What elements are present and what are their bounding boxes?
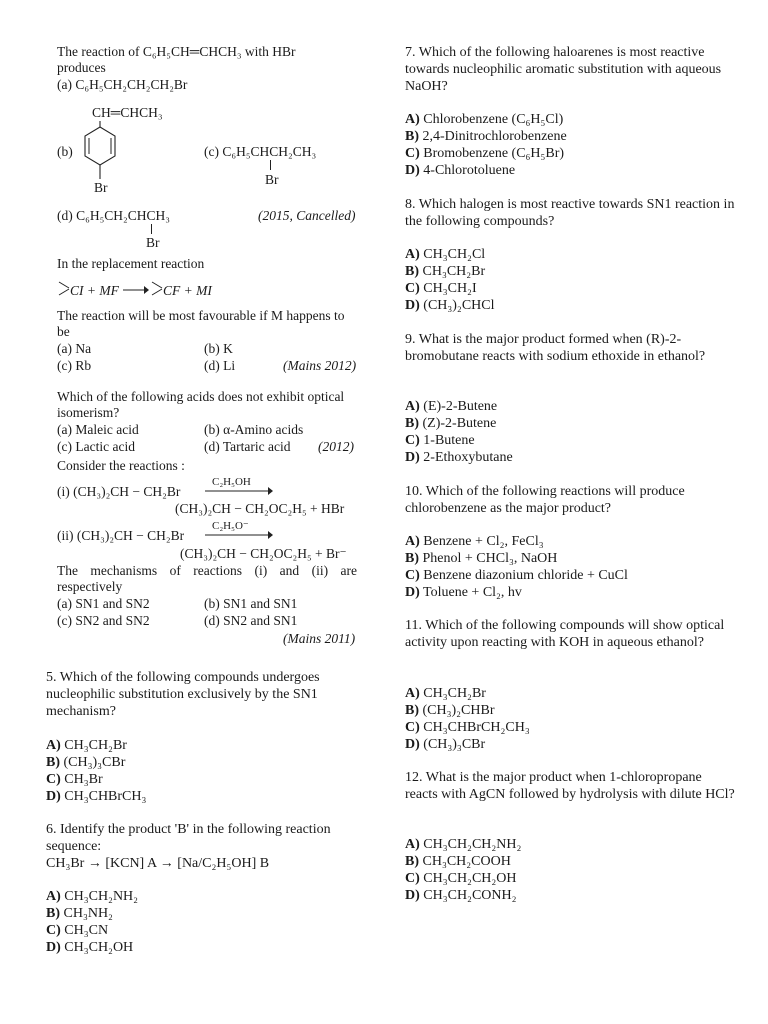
q1-option-b-top: CH═CHCH₃ — [92, 105, 163, 120]
q1-note: (2015, Cancelled) — [258, 208, 356, 223]
q3-option-b: (b) α-Amino acids — [204, 422, 304, 437]
q6-stem: 6. Identify the product 'B' in the following reaction sequence: — [46, 822, 331, 854]
q3-option-c: (c) Lactic acid — [57, 439, 135, 454]
q1-option-b-label: (b) — [57, 144, 73, 159]
reaction-arrow-icon — [122, 284, 150, 296]
q12-stem: 12. What is the major product when 1-chloropropane reacts with AgCN followed by hydrolysis with dilute HCl? — [405, 770, 735, 802]
q1-stem-line2: produces — [57, 60, 106, 75]
q8-option-d: D) (CH₃)₂CHCl — [405, 298, 495, 313]
reaction-arrow-icon — [204, 530, 274, 540]
q2-option-d: (d) Li — [204, 358, 236, 373]
carbon-bond-icon — [150, 280, 164, 298]
q2-option-a: (a) Na — [57, 341, 92, 356]
q3-stem-line2: isomerism? — [57, 405, 120, 420]
q5-option-b: B) (CH₃)₃CBr — [46, 755, 126, 770]
q2-condition-line2: be — [57, 324, 70, 339]
q9-option-a: A) (E)-2-Butene — [405, 399, 498, 414]
q4-mechanism-line1: The mechanisms of reactions (i) and (ii) are — [57, 563, 357, 578]
q5-option-d: D) CH₃CHBrCH₃ — [46, 789, 147, 804]
q4-option-b: (b) SN1 and SN1 — [204, 596, 298, 611]
q2-reaction-right: CF + MI — [163, 283, 212, 298]
benzene-ring-icon — [82, 121, 118, 181]
q4-reaction-1: (i) (CH₃)₂CH − CH₂Br — [57, 484, 181, 499]
q1-option-d: (d) C₆H₅CH₂CHCH₃ — [57, 208, 170, 223]
q12-option-a: A) CH₃CH₂CH₂NH₂ — [405, 837, 522, 852]
q10-option-d: D) Toluene + Cl₂, hv — [405, 585, 522, 600]
carbon-bond-icon — [57, 280, 71, 298]
q10-option-b: B) Phenol + CHCl₃, NaOH — [405, 551, 558, 566]
q4-reaction-2: (ii) (CH₃)₂CH − CH₂Br — [57, 528, 185, 543]
q11-stem: 11. Which of the following compounds will show optical activity upon reacting with KOH in aqueous ethanol? — [405, 618, 725, 650]
q1-option-a: (a) C₆H₅CH₂CH₂CH₂Br — [57, 77, 188, 92]
q8-option-c: C) CH₃CH₂I — [405, 281, 477, 296]
q4-product-2: (CH₃)₂CH − CH₂OC₂H₅ + Br⁻ — [180, 546, 347, 561]
q1-option-d-bond — [151, 224, 152, 234]
q11-option-c: C) CH₃CHBrCH₂CH₃ — [405, 720, 530, 735]
q8-option-b: B) CH₃CH₂Br — [405, 264, 486, 279]
reaction-arrow-icon — [204, 486, 274, 496]
q4-stem: Consider the reactions : — [57, 458, 185, 473]
q6-option-d: D) CH₃CH₂OH — [46, 940, 134, 955]
q8-option-a: A) CH₃CH₂Cl — [405, 247, 486, 262]
q4-reagent-1: C₂H₅OH — [212, 476, 251, 488]
q7-option-c: C) Bromobenzene (C₆H₅Br) — [405, 146, 565, 161]
q1-stem-line1: The reaction of C₆H₅CH═CHCH₃ with HBr — [57, 44, 296, 59]
q2-reaction-left: CI + MF — [70, 283, 119, 298]
q1-option-c-bond — [270, 160, 271, 170]
q1-option-b-sub: Br — [94, 180, 108, 195]
q4-product-1: (CH₃)₂CH − CH₂OC₂H₅ + HBr — [175, 501, 345, 516]
q10-option-a: A) Benzene + Cl₂, FeCl₃ — [405, 534, 544, 549]
q12-option-d: D) CH₃CH₂CONH₂ — [405, 888, 517, 903]
q3-stem-line1: Which of the following acids does not exhibit optical — [57, 389, 345, 404]
q2-stem: In the replacement reaction — [57, 256, 205, 271]
q4-option-d: (d) SN2 and SN1 — [204, 613, 298, 628]
q8-stem: 8. Which halogen is most reactive towards SN1 reaction in the following compounds? — [405, 197, 735, 229]
q6-sequence: CH₃Br → [KCN] A → [Na/C₂H₅OH] B — [46, 856, 270, 871]
q10-option-c: C) Benzene diazonium chloride + CuCl — [405, 568, 628, 583]
q3-option-a: (a) Maleic acid — [57, 422, 139, 437]
q5-option-a: A) CH₃CH₂Br — [46, 738, 127, 753]
q11-option-a: A) CH₃CH₂Br — [405, 686, 486, 701]
q5-option-c: C) CH₃Br — [46, 772, 103, 787]
q4-mechanism-line2: respectively — [57, 579, 123, 594]
q9-option-b: B) (Z)-2-Butene — [405, 416, 497, 431]
q3-option-d: (d) Tartaric acid — [204, 439, 291, 454]
q1-option-c: (c) C₆H₅CHCH₂CH₃ — [204, 144, 317, 159]
q9-option-c: C) 1-Butene — [405, 433, 475, 448]
q6-option-c: C) CH₃CN — [46, 923, 109, 938]
q4-option-c: (c) SN2 and SN2 — [57, 613, 150, 628]
q5-stem: 5. Which of the following compounds undergoes nucleophilic substitution exclusively by the SN1 mechanism? — [46, 670, 320, 719]
q6-option-b: B) CH₃NH₂ — [46, 906, 113, 921]
q2-note: (Mains 2012) — [283, 358, 357, 373]
q1-option-d-sub: Br — [146, 235, 160, 250]
q6-option-a: A) CH₃CH₂NH₂ — [46, 889, 139, 904]
q9-option-d: D) 2-Ethoxybutane — [405, 450, 513, 465]
q7-option-b: B) 2,4-Dinitrochlorobenzene — [405, 129, 567, 144]
q2-option-b: (b) K — [204, 341, 233, 356]
q4-reagent-2: C₂H₅O⁻ — [212, 520, 249, 532]
q4-option-a: (a) SN1 and SN2 — [57, 596, 150, 611]
q10-stem: 10. Which of the following reactions will produce chlorobenzene as the major product? — [405, 484, 685, 516]
q1-option-c-sub: Br — [265, 172, 279, 187]
q4-note: (Mains 2011) — [283, 631, 356, 646]
q11-option-b: B) (CH₃)₂CHBr — [405, 703, 495, 718]
q12-option-c: C) CH₃CH₂CH₂OH — [405, 871, 517, 886]
q12-option-b: B) CH₃CH₂COOH — [405, 854, 511, 869]
q2-condition-line1: The reaction will be most favourable if M happens to — [57, 308, 345, 323]
q7-stem: 7. Which of the following haloarenes is most reactive towards nucleophilic aromatic substitution with aqueous NaOH? — [405, 45, 722, 94]
q2-option-c: (c) Rb — [57, 358, 92, 373]
q3-note: (2012) — [318, 439, 354, 454]
q9-stem: 9. What is the major product formed when (R)-2-bromobutane reacts with sodium ethoxide in ethanol? — [405, 332, 706, 364]
q7-option-d: D) 4-Chlorotoluene — [405, 163, 516, 178]
q7-option-a: A) Chlorobenzene (C₆H₅Cl) — [405, 112, 564, 127]
q11-option-d: D) (CH₃)₃CBr — [405, 737, 486, 752]
